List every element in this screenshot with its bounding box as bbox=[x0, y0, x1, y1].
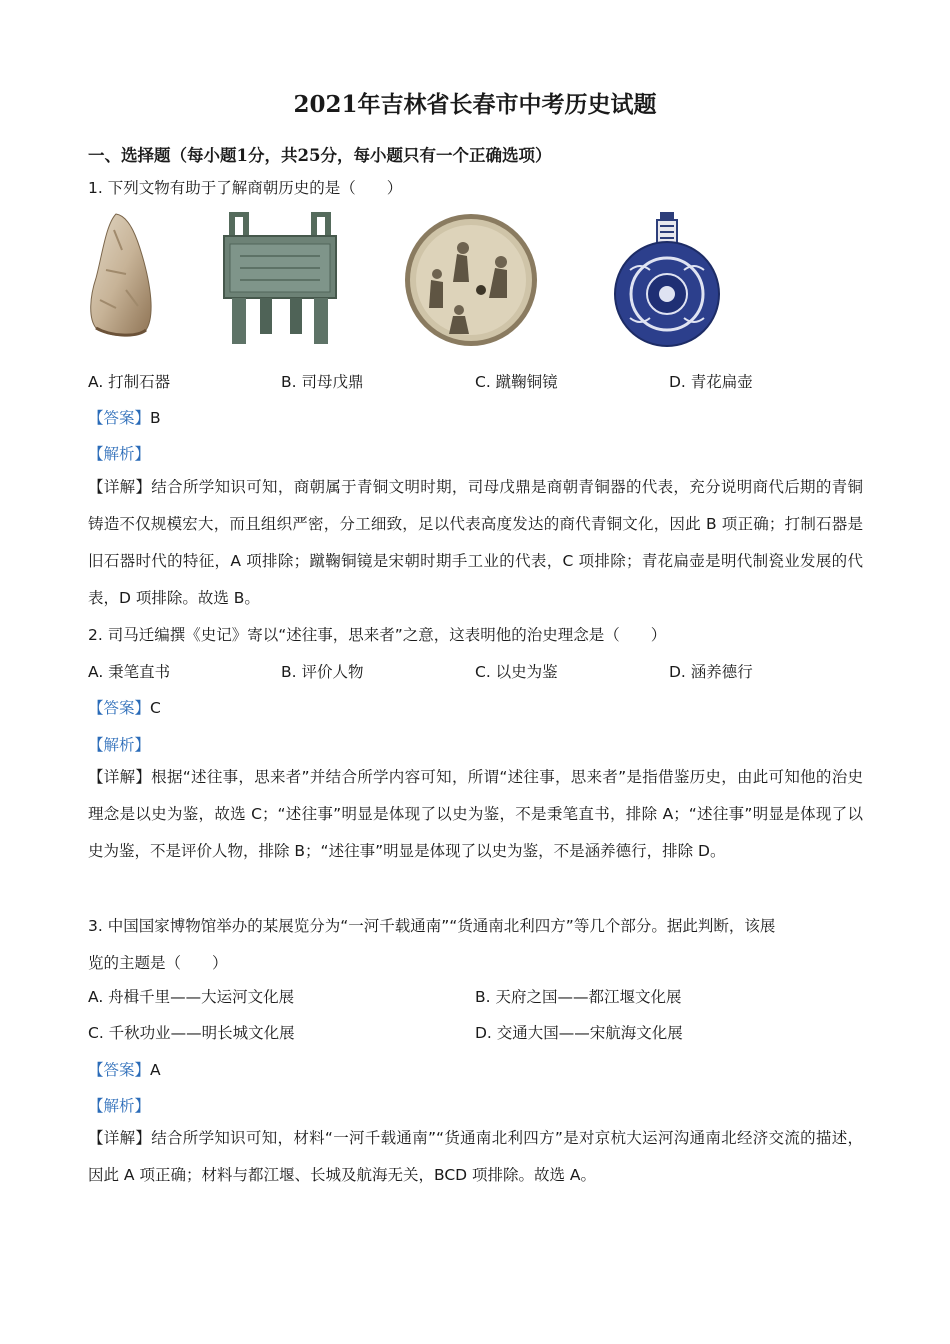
answer-tag: 【答案】 bbox=[88, 409, 151, 427]
q1-option-c: C. 蹴鞠铜镜 bbox=[475, 373, 558, 391]
stone-tool-image bbox=[86, 210, 158, 340]
q2-option-c: C. 以史为鉴 bbox=[475, 663, 558, 681]
detail-text: 结合所学知识可知，商朝属于青铜文明时期，司母戊鼎是商朝青铜器的代表，充分说明商代后期的青铜铸造不仅规模宏大，而且组织严密，分工细致，足以代表高度发达的商代青铜文化，因此 B 项正确；打制石器是旧石器时代的特征，A 项排除；蹴鞠铜镜是宋朝时期手工业的代表，C 项排除；青花扁壶是明代制瓷业发展的代表，D 项排除。故选 B。 bbox=[88, 478, 863, 607]
q3-detail bbox=[88, 1120, 863, 1194]
answer-value: B bbox=[150, 409, 161, 427]
q1-option-d: D. 青花扁壶 bbox=[669, 373, 753, 391]
q2-option-a: A. 秉笔直书 bbox=[88, 663, 171, 681]
detail-tag: 【详解】 bbox=[88, 478, 152, 496]
answer-tag: 【答案】 bbox=[88, 699, 151, 717]
q2-answer bbox=[88, 698, 161, 718]
blue-white-flask-image bbox=[610, 210, 724, 348]
q3-option-a: A. 舟楫千里——大运河文化展 bbox=[88, 988, 295, 1006]
q1-answer bbox=[88, 408, 161, 428]
question-1-stem: 1. 下列文物有助于了解商朝历史的是（ ） bbox=[88, 179, 403, 197]
q1-analysis-tag: 【解析】 bbox=[88, 445, 151, 463]
q2-option-b: B. 评价人物 bbox=[281, 663, 364, 681]
cuju-mirror-image bbox=[403, 212, 539, 348]
answer-value: A bbox=[150, 1061, 161, 1079]
q1-option-a: A. 打制石器 bbox=[88, 373, 171, 391]
answer-tag: 【答案】 bbox=[88, 1061, 151, 1079]
answer-value: C bbox=[150, 699, 161, 717]
detail-text: 根据“述往事，思来者”并结合所学内容可知，所谓“述往事，思来者”是指借鉴历史，由此可知他的治史理念是以史为鉴，故选 C；“述往事”明显是体现了以史为鉴，不是秉笔直书，排除 A；“述往事”明显是体现了以史为鉴，不是评价人物，排除 B；“述往事”明显是体现了以史为鉴，不是涵养德行，排除 D。 bbox=[88, 768, 863, 860]
detail-tag: 【详解】 bbox=[88, 768, 152, 786]
q2-detail bbox=[88, 759, 863, 870]
q1-detail bbox=[88, 469, 863, 617]
q3-option-d: D. 交通大国——宋航海文化展 bbox=[475, 1024, 683, 1042]
q3-answer bbox=[88, 1060, 161, 1080]
detail-tag: 【详解】 bbox=[88, 1129, 152, 1147]
q1-option-b: B. 司母戊鼎 bbox=[281, 373, 364, 391]
detail-text: 结合所学知识可知，材料“一河千载通南”“货通南北利四方”是对京杭大运河沟通南北经济交流的描述，因此 A 项正确；材料与都江堰、长城及航海无关，BCD 项排除。故选 A。 bbox=[88, 1129, 863, 1184]
ding-vessel-image bbox=[220, 212, 340, 346]
q3-option-c: C. 千秋功业——明长城文化展 bbox=[88, 1024, 295, 1042]
q3-analysis-tag: 【解析】 bbox=[88, 1097, 151, 1115]
q2-option-d: D. 涵养德行 bbox=[669, 663, 753, 681]
question-3-stem-line1: 3. 中国国家博物馆举办的某展览分为“一河千载通南”“货通南北利四方”等几个部分。据此判断，该展 bbox=[88, 917, 776, 935]
q3-option-b: B. 天府之国——都江堰文化展 bbox=[475, 988, 682, 1006]
question-3-stem-line2: 览的主题是（ ） bbox=[88, 954, 228, 972]
page-title: 2021年吉林省长春市中考历史试题 bbox=[293, 91, 657, 118]
q2-analysis-tag: 【解析】 bbox=[88, 736, 151, 754]
section-heading: 一、选择题（每小题1分，共25分，每小题只有一个正确选项） bbox=[88, 146, 552, 165]
question-2-stem: 2. 司马迁编撰《史记》寄以“述往事，思来者”之意，这表明他的治史理念是（ ） bbox=[88, 626, 667, 644]
